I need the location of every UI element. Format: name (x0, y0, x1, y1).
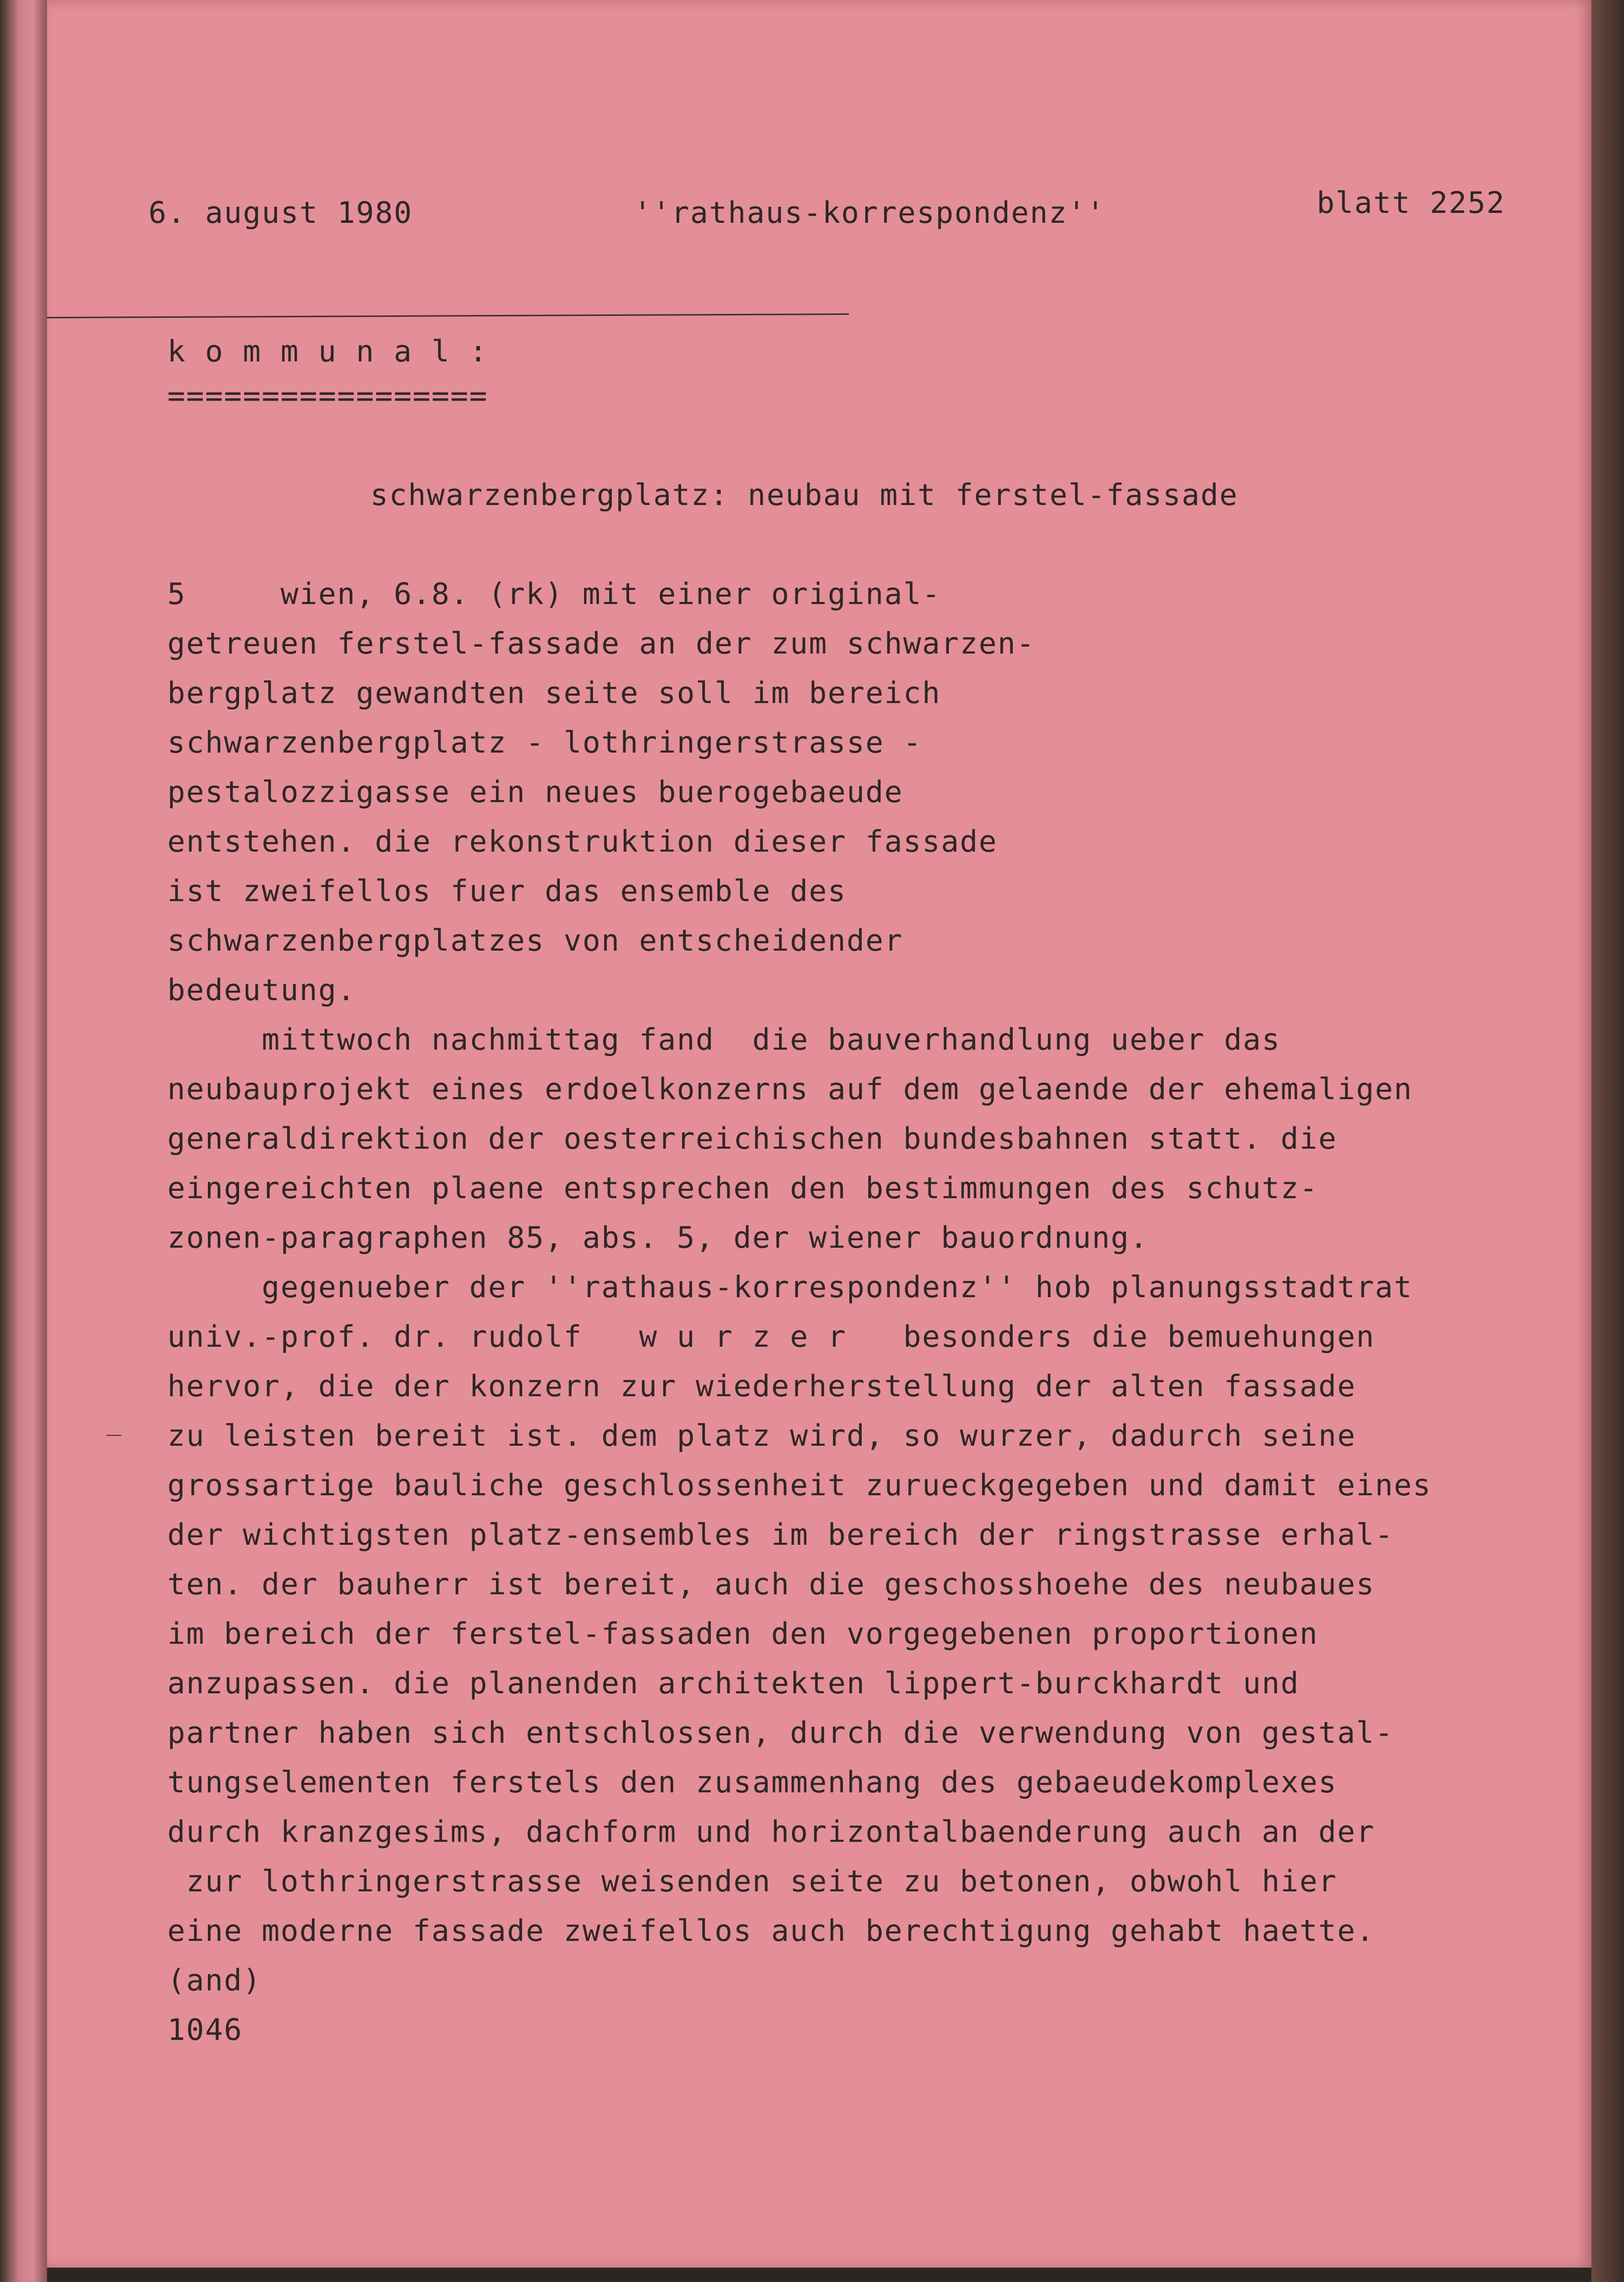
body-line: der wichtigsten platz-ensembles im bereich der ringstrasse erhal- (167, 1518, 1394, 1552)
binding-spine (0, 0, 47, 2282)
body-line: durch kranzgesims, dachform und horizontalbaenderung auch an der (167, 1815, 1375, 1849)
lead-line: schwarzenbergplatz - lothringerstrasse - (167, 725, 922, 760)
lead-line: bedeutung. (167, 973, 356, 1008)
lead-line: schwarzenbergplatzes von entscheidender (167, 923, 903, 958)
body-line: partner haben sich entschlossen, durch die verwendung von gestal- (167, 1716, 1394, 1750)
body-line: mittwoch nachmittag fand die bauverhandlung ueber das (167, 1022, 1281, 1057)
lead-line: entstehen. die rekonstruktion dieser fassade (167, 824, 998, 859)
body-line: grossartige bauliche geschlossenheit zurueckgegeben und damit eines (167, 1468, 1432, 1503)
lead-line: 5 wien, 6.8. (rk) mit einer original- (167, 577, 941, 611)
header-date: 6. august 1980 (148, 196, 413, 230)
lead-line: getreuen ferstel-fassade an der zum schwarzen- (167, 626, 1035, 661)
body-line: anzupassen. die planenden architekten lippert-burckhardt und (167, 1666, 1300, 1701)
header-publication: ''rathaus-korrespondenz'' (634, 196, 1106, 230)
body-line: eine moderne fassade zweifellos auch berechtigung gehabt haette. (167, 1914, 1375, 1948)
article-headline: schwarzenbergplatz: neubau mit ferstel-fassade (370, 478, 1238, 512)
body-line: gegenueber der ''rathaus-korrespondenz'' hob planungsstadtrat (167, 1270, 1413, 1305)
lead-line: bergplatz gewandten seite soll im bereich (167, 676, 941, 710)
document-number: 1046 (167, 2013, 243, 2047)
body-line: im bereich der ferstel-fassaden den vorgegebenen proportionen (167, 1617, 1319, 1651)
body-line: univ.-prof. dr. rudolf w u r z e r besonders die bemuehungen (167, 1319, 1375, 1354)
lead-line: ist zweifellos fuer das ensemble des (167, 874, 847, 909)
section-label: k o m m u n a l : (167, 334, 489, 369)
header-sheet: blatt 2252 (1317, 186, 1506, 220)
lead-line: pestalozzigasse ein neues buerogebaeude (167, 775, 903, 810)
body-line: generaldirektion der oesterreichischen bundesbahnen statt. die (167, 1121, 1337, 1156)
body-line: eingereichten plaene entsprechen den bestimmungen des schutz- (167, 1171, 1319, 1206)
section-underline: ================= (167, 379, 489, 413)
body-line: zonen-paragraphen 85, abs. 5, der wiener bauordnung. (167, 1220, 1149, 1255)
margin-mark (106, 1435, 121, 1436)
body-line: ten. der bauherr ist bereit, auch die geschosshoehe des neubaues (167, 1567, 1375, 1602)
page-edge (1591, 0, 1624, 2282)
body-line: tungselementen ferstels den zusammenhang des gebaeudekomplexes (167, 1765, 1337, 1800)
author-signature: (and) (167, 1963, 262, 1998)
body-line: hervor, die der konzern zur wiederherstellung der alten fassade (167, 1369, 1356, 1404)
body-line: neubauprojekt eines erdoelkonzerns auf dem gelaende der ehemaligen (167, 1072, 1413, 1107)
body-line: zur lothringerstrasse weisenden seite zu betonen, obwohl hier (167, 1864, 1337, 1899)
body-line: zu leisten bereit ist. dem platz wird, so wurzer, dadurch seine (167, 1419, 1356, 1453)
